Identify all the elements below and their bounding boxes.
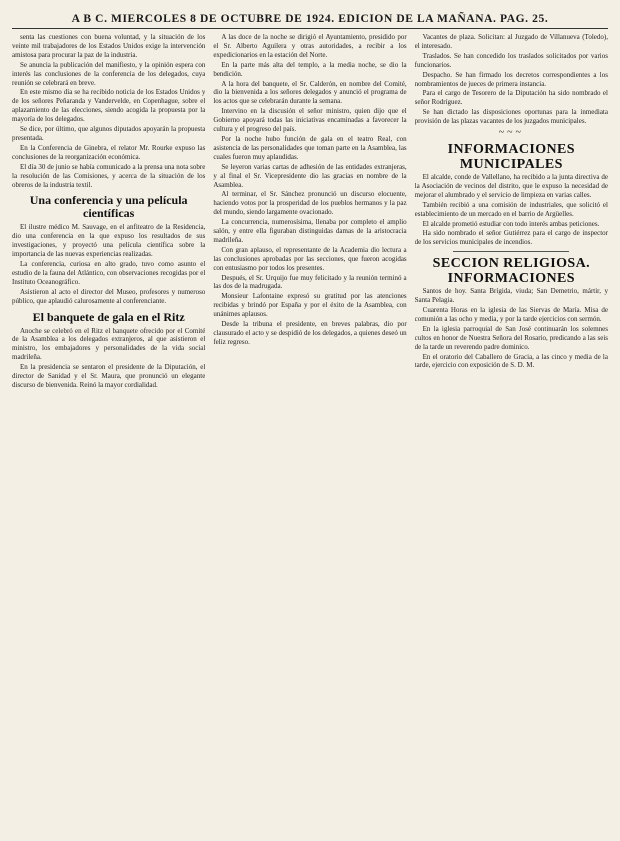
paragraph: En este mismo día se ha recibido noticia de los Estados Unidos y de los señores Peñaranda y Vandervelde, en Copenhague, sobre el aplazamiento de las elecciones, siendo acogida la propuesta por la mayoría de los delegados. [12,88,206,124]
paragraph: Con gran aplauso, el representante de la Academia dio lectura a las conclusiones aprobadas por las secciones, que fueron acogidas con entusiasmo por todos los presentes. [213,245,407,272]
columns [12,33,608,841]
paragraph: Se leyeron varias cartas de adhesión de las entidades extranjeras, y al final el Sr. Vicepresidente dio las gracias en nombre de la Asamblea. [213,162,407,189]
paragraph: También recibió a una comisión de industriales, que solicitó el establecimiento de un mercado en el barrio de Argüelles. [414,200,608,218]
column-1 [12,33,205,841]
paragraph: El ilustre médico M. Sauvage, en el anfiteatro de la Residencia, dio una conferencia en la que expuso los resultados de sus investigaciones, y proyectó una película científica sobre la importancia de las nuevas experiencias realizadas. [12,223,206,259]
paragraph: La conferencia, curiosa en alto grado, tuvo como asunto el estudio de la fauna del Atlántico, con observaciones recogidas por el Instituto Oceanográfico. [12,260,206,286]
paragraph: Vacantes de plaza. Solicitan: al Juzgado de Villanueva (Toledo), el interesado. [414,33,608,50]
divider [453,251,569,252]
paragraph: En la presidencia se sentaron el presidente de la Diputación, el director de Sanidad y el Sr. Maura, que pronunció un elegante discurso de bienvenida. Reinó la mayor cordialidad. [12,363,206,389]
column-3 [415,33,608,841]
paragraph: Asistieron al acto el director del Museo, profesores y numeroso público, que aplaudió calurosamente al conferenciante. [12,287,206,305]
paragraph: El alcalde prometió estudiar con todo interés ambas peticiones. [422,219,600,228]
paragraph: Por la noche hubo función de gala en el teatro Real, con asistencia de las personalidades que toman parte en la Asamblea, las cuales fueron muy aplaudidas. [213,134,407,161]
section-heading: SECCION RELIGIOSA. INFORMACIONES [432,256,590,287]
paragraph: Intervino en la discusión el señor ministro, quien dijo que el Gobierno apoyará todas las iniciativas encaminadas a favorecer la cultura y el progreso del país. [213,107,407,134]
paragraph: Se han dictado las disposiciones oportunas para la inmediata provisión de las plazas vacantes de los juzgados municipales. [414,108,608,126]
ornament-divider: ~~~ [498,127,524,139]
paragraph: Traslados. Se han concedido los traslados solicitados por varios funcionarios. [414,51,608,69]
paragraph: Monsieur Lafontaine expresó su gratitud por las atenciones recibidas y brindó por España y por el éxito de la Asamblea, con unánimes aplausos. [213,292,407,319]
paragraph: La concurrencia, numerosísima, llenaba por completo el amplio salón, y entre ella figuraban distinguidas damas de la aristocracia madrileña. [213,218,407,244]
paragraph: A las doce de la noche se dirigió el Ayuntamiento, presidido por el Sr. Alberto Aguilera y otras autoridades, a recibir a los expedicionarios en la estación del Norte. [213,33,407,59]
paragraph: Desde la tribuna el presidente, en breves palabras, dio por clausurado el acto y se despidió de los delegados, a quienes deseó un feliz regreso. [213,320,407,346]
paragraph: senta las cuestiones con buena voluntad, y la situación de los veinte mil trabajadores de los Estados Unidos exige la intervención amistosa para procurar la paz de la industria. [12,33,206,59]
paragraph: Despacho. Se han firmado los decretos correspondientes a los nombramientos de jueces de primera instancia. [414,70,608,88]
column-2 [213,33,406,841]
paragraph: Cuarenta Horas en la iglesia de las Siervas de María. Misa de comunión a las ocho y media, y por la tarde ejercicios con sermón. [414,306,608,323]
paragraph: Para el cargo de Tesorero de la Diputación ha sido nombrado el señor Rodríguez. [414,89,608,107]
paragraph: En la iglesia parroquial de San José continuarán los solemnes cultos en honor de Nuestra Señora del Rosario, predicando a las seis de la tarde un reverendo padre dominico. [414,324,608,351]
paragraph: Ha sido nombrado el señor Gutiérrez para el cargo de inspector de los servicios municipales de incendios. [414,229,608,247]
paragraph: En la parte más alta del templo, a la media noche, se dio la bendición. [213,60,407,78]
paragraph: Santos de hoy. Santa Brígida, viuda; San Demetrio, mártir, y Santa Pelagia. [414,287,608,305]
paragraph: Se dice, por último, que algunos diputados apoyarán la propuesta presentada. [12,125,206,142]
paragraph: Al terminar, el Sr. Sánchez pronunció un discurso elocuente, haciendo votos por la prosperidad de los pueblos hermanos y la paz del mundo, siendo largamente ovacionado. [213,190,407,217]
section-heading: Una conferencia y una película científicas [29,193,188,221]
paragraph: Después, el Sr. Urquijo fue muy felicitado y la reunión terminó a las dos de la madrugada. [213,273,407,291]
paragraph: El alcalde, conde de Vallellano, ha recibido a la junta directiva de la Asociación de vecinos del distrito, que le expuso la necesidad de mejorar el alumbrado y el servicio de limpieza en varias calles. [414,172,608,199]
paragraph: En el oratorio del Caballero de Gracia, a las cinco y media de la tarde, ejercicio con exposición de S. D. M. [414,352,608,370]
paragraph: Anoche se celebró en el Ritz el banquete ofrecido por el Comité de la Asamblea a los delegados extranjeros, al que asistieron el ministro, los embajadores y personalidades de la vida social madrileña. [12,326,206,362]
section-heading: INFORMACIONES MUNICIPALES [447,141,575,172]
section-heading: El banquete de gala en el Ritz [32,309,185,324]
paragraph: En la Conferencia de Ginebra, el relator Mr. Rourke expuso las conclusiones de la reorganización económica. [12,143,206,161]
masthead: A B C. MIERCOLES 8 DE OCTUBRE DE 1924. EDICION DE LA MAÑANA. PAG. 25. [12,10,608,29]
paragraph: Se anuncia la publicación del manifiesto, y la opinión espera con interés las conclusiones de la conferencia de los delegados, cuya reunión se celebrará en breve. [12,60,206,87]
paragraph: El día 30 de junio se había comunicado a la prensa una nota sobre la resolución de las Comisiones, y acerca de la situación de los obreros de la industria textil. [12,162,206,189]
paragraph: A la hora del banquete, el Sr. Calderón, en nombre del Comité, dio la bienvenida a los señores delegados y anunció el programa de los actos que se celebrarán durante la semana. [213,79,407,106]
